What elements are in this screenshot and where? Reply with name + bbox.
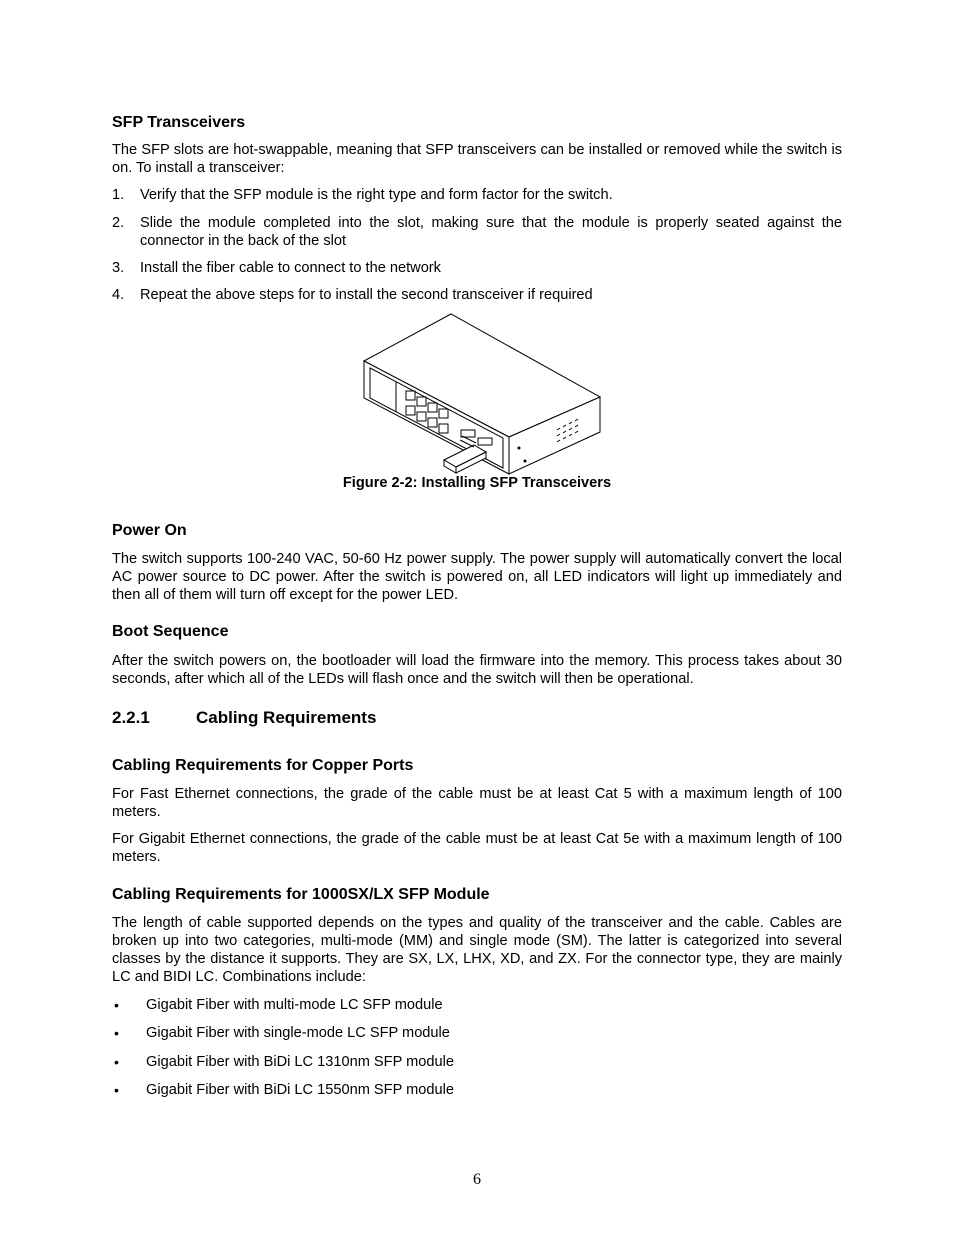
bullet-icon: •	[114, 1082, 119, 1098]
step-number: 3.	[112, 260, 125, 276]
bullet-icon: •	[114, 1054, 119, 1070]
list-item: Gigabit Fiber with BiDi LC 1550nm SFP module	[146, 1082, 454, 1098]
list-item: Gigabit Fiber with single-mode LC SFP module	[146, 1025, 450, 1041]
step-number: 2.	[112, 215, 125, 231]
boot-sequence-text: After the switch powers on, the bootloader will load the firmware into the memory. This process takes about 30 seconds, after which all of the LEDs will flash once and the switch will then be operational.	[112, 653, 842, 687]
heading-boot-sequence: Boot Sequence	[112, 623, 229, 640]
page-number: 6	[473, 1171, 481, 1188]
step-text: Install the fiber cable to connect to the network	[140, 260, 441, 276]
list-item: Gigabit Fiber with multi-mode LC SFP module	[146, 997, 443, 1013]
bullet-icon: •	[114, 997, 119, 1013]
switch-sfp-illustration	[362, 312, 604, 482]
step-number: 4.	[112, 287, 125, 303]
section-title: Cabling Requirements	[196, 708, 377, 727]
heading-power-on: Power On	[112, 522, 187, 539]
heading-sfp-transceivers: SFP Transceivers	[112, 114, 246, 131]
step-text: Repeat the above steps for to install the second transceiver if required	[140, 287, 593, 303]
list-item: Gigabit Fiber with BiDi LC 1310nm SFP module	[146, 1054, 454, 1070]
copper-gigabit-text: For Gigabit Ethernet connections, the grade of the cable must be at least Cat 5e with a maximum length of 100 meters.	[112, 831, 842, 865]
power-on-text: The switch supports 100-240 VAC, 50-60 Hz power supply. The power supply will automatically convert the local AC power source to DC power. After the switch is powered on, all LED indicators will light up immediately and then all of them will turn off except for the power LED.	[112, 551, 842, 603]
heading-sfp-module: Cabling Requirements for 1000SX/LX SFP Module	[112, 886, 490, 903]
sfp-module-text: The length of cable supported depends on the types and quality of the transceiver and the cable. Cables are broken up into two categories, multi-mode (MM) and single mode (SM). The latter is categorized into several classes by the distance it supports. They are SX, LX, LHX, XD, and ZX. For the connector type, they are mainly LC and BIDI LC. Combinations include:	[112, 915, 842, 985]
step-text: Verify that the SFP module is the right type and form factor for the switch.	[140, 187, 613, 203]
section-number: 2.2.1	[112, 708, 150, 727]
copper-fast-ethernet-text: For Fast Ethernet connections, the grade of the cable must be at least Cat 5 with a maximum length of 100 meters.	[112, 786, 842, 820]
step-text: Slide the module completed into the slot, making sure that the module is properly seated against the connector in the back of the slot	[140, 215, 842, 249]
bullet-icon: •	[114, 1025, 119, 1041]
sfp-intro: The SFP slots are hot-swappable, meaning that SFP transceivers can be installed or removed while the switch is on. To install a transceiver:	[112, 142, 842, 176]
figure-caption: Figure 2-2: Installing SFP Transceivers	[342, 475, 612, 491]
step-number: 1.	[112, 187, 125, 203]
heading-copper-ports: Cabling Requirements for Copper Ports	[112, 757, 414, 774]
